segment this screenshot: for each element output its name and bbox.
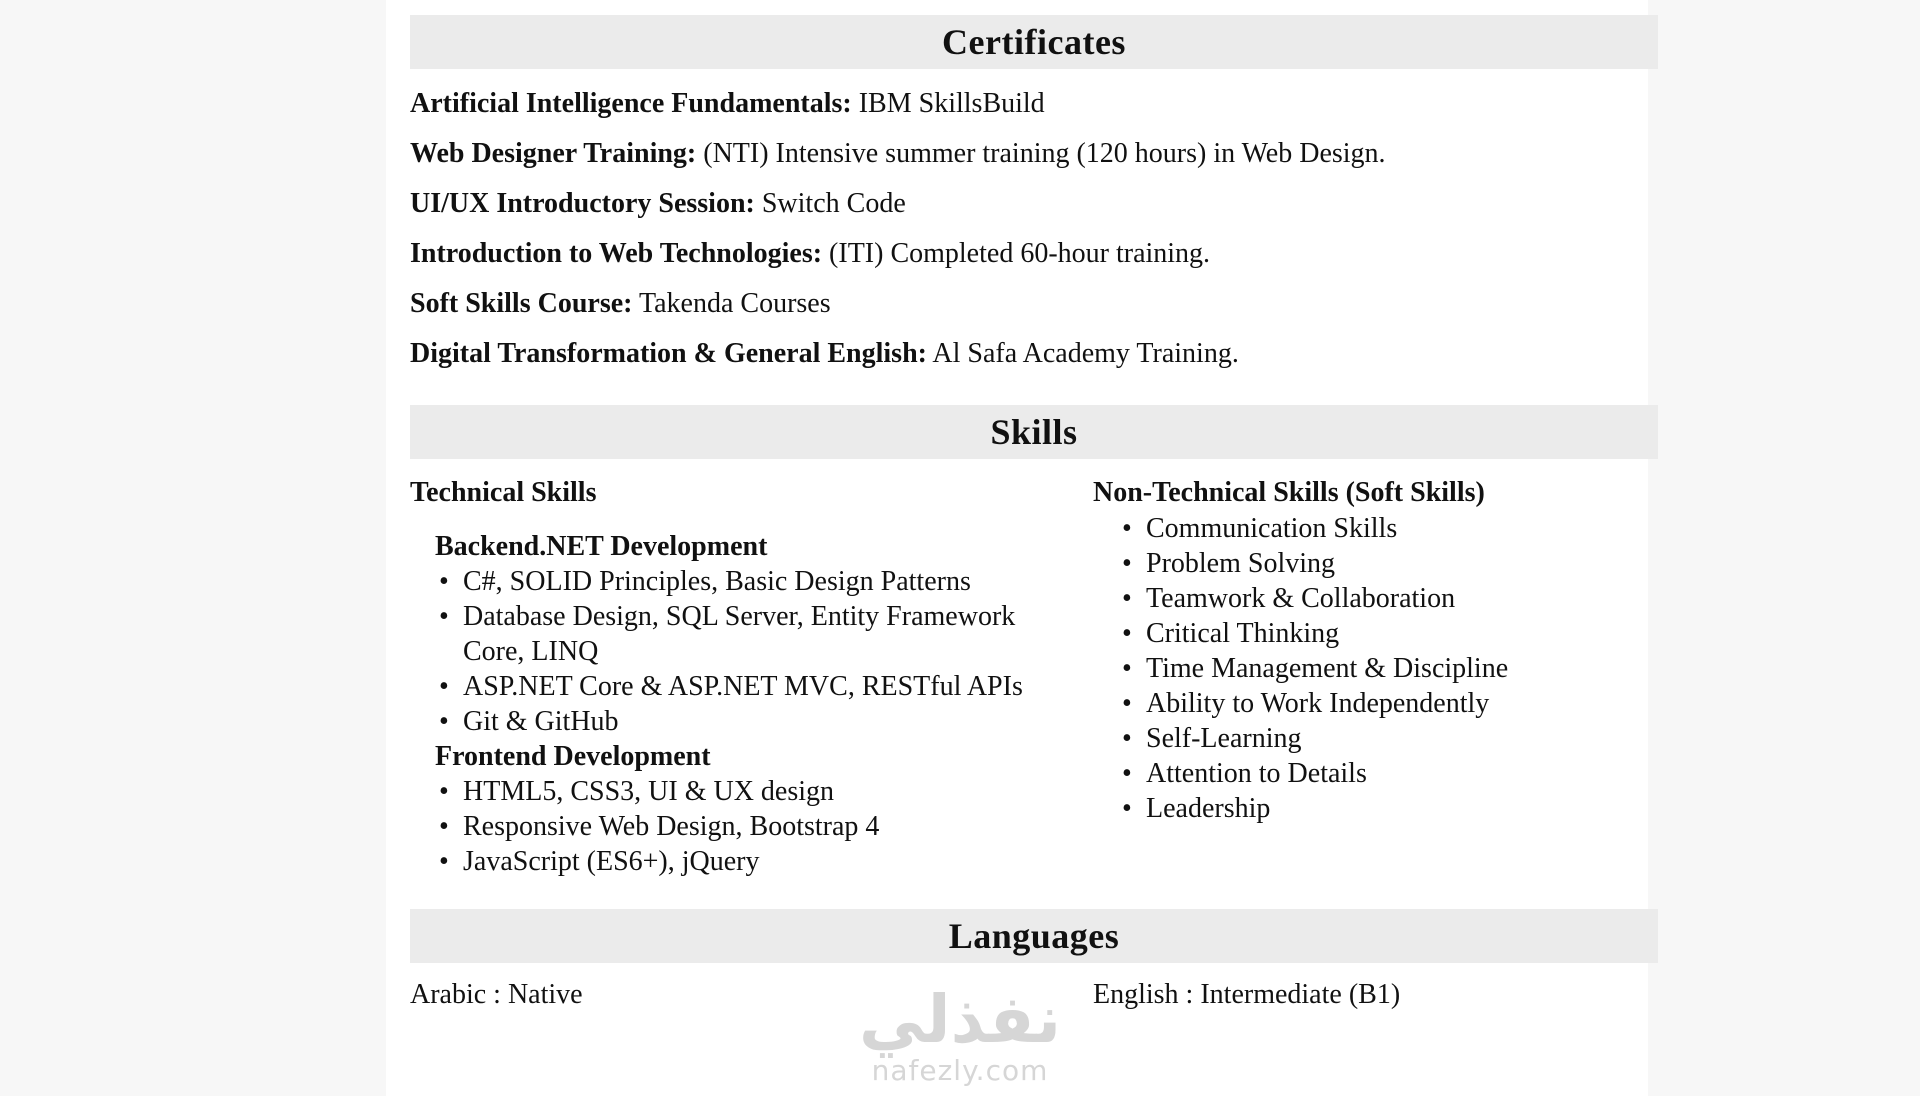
frontend-skills-list — [435, 774, 1093, 879]
list-item: • Time Management & Discipline — [1118, 651, 1658, 686]
certificate-provider: Al Safa Academy Training. — [926, 338, 1239, 369]
skills-heading: Skills — [410, 405, 1658, 459]
certificate-item — [410, 229, 1658, 279]
certificate-name: UI/UX Introductory Session: — [410, 188, 755, 219]
languages-heading: Languages — [410, 909, 1658, 963]
list-item: • Attention to Details — [1118, 756, 1658, 791]
list-item: • Responsive Web Design, Bootstrap 4 — [435, 809, 1023, 844]
watermark-url: nafezly.com — [871, 1054, 1049, 1087]
list-item: • Database Design, SQL Server, Entity Framework Core, LINQ — [435, 599, 1023, 669]
certificates-heading: Certificates — [410, 15, 1658, 69]
resume-content — [410, 15, 1658, 1015]
list-item: • C#, SOLID Principles, Basic Design Patterns — [435, 564, 1023, 599]
list-item: • Problem Solving — [1118, 546, 1658, 581]
list-item: • HTML5, CSS3, UI & UX design — [435, 774, 1023, 809]
certificate-name: Web Designer Training: — [410, 138, 697, 169]
list-item: • Critical Thinking — [1118, 616, 1658, 651]
certificate-item — [410, 129, 1658, 179]
certificate-provider: Takenda Courses — [632, 288, 831, 319]
certificates-list — [410, 79, 1658, 379]
technical-skills-title: Technical Skills — [410, 477, 597, 508]
technical-skills-column — [410, 475, 1093, 879]
certificate-provider: Switch Code — [754, 188, 906, 219]
watermark-logo: نفذلي — [859, 981, 1061, 1058]
language-english: English : Intermediate (B1) — [1093, 979, 1401, 1010]
certificate-item — [410, 79, 1658, 129]
list-item: • Teamwork & Collaboration — [1118, 581, 1658, 616]
certificate-provider: IBM SkillsBuild — [851, 88, 1045, 119]
list-item: • Ability to Work Independently — [1118, 686, 1658, 721]
list-item: • Self-Learning — [1118, 721, 1658, 756]
frontend-group-title: Frontend Development — [435, 741, 711, 772]
soft-skills-list — [1118, 511, 1658, 826]
certificate-name: Soft Skills Course: — [410, 288, 633, 319]
certificate-name: Introduction to Web Technologies: — [410, 238, 823, 269]
certificate-item — [410, 279, 1658, 329]
certificate-name: Digital Transformation & General English: — [410, 338, 927, 369]
watermark — [850, 981, 1070, 1087]
skills-columns — [410, 475, 1658, 879]
certificate-provider: (NTI) Intensive summer training (120 hours) in Web Design. — [696, 138, 1386, 169]
certificate-provider: (ITI) Completed 60-hour training. — [822, 238, 1211, 269]
soft-skills-title: Non-Technical Skills (Soft Skills) — [1093, 477, 1485, 508]
list-item: • Communication Skills — [1118, 511, 1658, 546]
list-item: • JavaScript (ES6+), jQuery — [435, 844, 1023, 879]
list-item: • ASP.NET Core & ASP.NET MVC, RESTful APIs — [435, 669, 1023, 704]
backend-group-title: Backend.NET Development — [435, 531, 768, 562]
backend-skills-list — [435, 564, 1093, 739]
certificate-item — [410, 179, 1658, 229]
certificate-name: Artificial Intelligence Fundamentals: — [410, 88, 852, 119]
list-item: • Git & GitHub — [435, 704, 1023, 739]
soft-skills-column — [1093, 475, 1658, 879]
list-item: • Leadership — [1118, 791, 1658, 826]
language-arabic: Arabic : Native — [410, 979, 583, 1010]
certificate-item — [410, 329, 1658, 379]
